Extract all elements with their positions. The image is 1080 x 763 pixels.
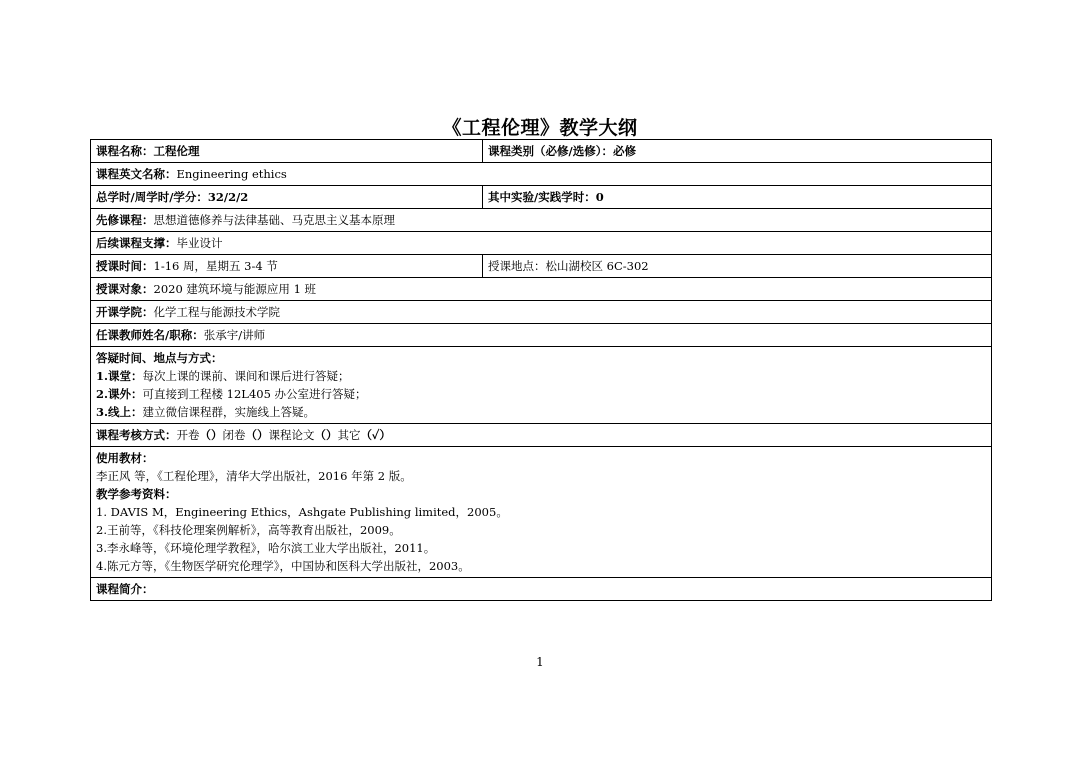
- assessment-option: 开卷: [176, 428, 200, 442]
- assessment-label: 课程考核方式：: [96, 428, 177, 442]
- row-follow-up: [91, 232, 992, 255]
- row-hours: [91, 186, 992, 209]
- audience-label: 授课对象：: [96, 282, 154, 296]
- reference-item: 2.王前等，《科技伦理案例解析》，高等教育出版社，2009。: [96, 523, 401, 537]
- assessment-option: 其它: [337, 428, 361, 442]
- time-label: 授课时间：: [96, 259, 154, 273]
- qa-item-label: 1.课堂：: [96, 369, 143, 383]
- intro-label: 课程简介：: [96, 582, 154, 596]
- course-type-cell: [483, 140, 992, 163]
- follow-up-value: 毕业设计: [176, 236, 223, 250]
- qa-item-value: 每次上课的课前、课间和课后进行答疑；: [142, 369, 350, 383]
- assessment-option: 课程论文: [268, 428, 315, 442]
- references-heading: 教学参考资料：: [96, 487, 177, 501]
- location-value: 授课地点：松山湖校区 6C-302: [488, 259, 649, 273]
- course-type-label: 课程类别（必修/选修）：: [488, 144, 613, 158]
- syllabus-table: [90, 139, 992, 601]
- row-time: [91, 255, 992, 278]
- english-name-value: Engineering ethics: [176, 167, 287, 181]
- assessment-mark: （）: [199, 428, 223, 442]
- assessment-option: 闭卷: [222, 428, 246, 442]
- qa-item-value: 建立微信课程群，实施线上答疑。: [142, 405, 316, 419]
- college-value: 化学工程与能源技术学院: [153, 305, 280, 319]
- row-teacher: [91, 324, 992, 347]
- assessment-mark: （）: [314, 428, 338, 442]
- qa-item: [96, 367, 986, 385]
- page-number: 1: [536, 655, 544, 669]
- lab-hours-value: 0: [595, 190, 604, 204]
- prerequisites-value: 思想道德修养与法律基础、马克思主义基本原理: [153, 213, 395, 227]
- row-intro: [91, 578, 992, 601]
- qa-heading: 答疑时间、地点与方式：: [96, 351, 223, 365]
- row-assessment: [91, 424, 992, 447]
- follow-up-label: 后续课程支撑：: [96, 236, 177, 250]
- row-college: [91, 301, 992, 324]
- course-name-value: 工程伦理: [153, 144, 200, 158]
- reference-item: 3.李永峰等，《环境伦理学教程》，哈尔滨工业大学出版社，2011。: [96, 541, 436, 555]
- document-title: 《工程伦理》教学大纲: [442, 117, 638, 139]
- assessment-mark: （）: [245, 428, 269, 442]
- row-audience: [91, 278, 992, 301]
- textbook-heading: 使用教材：: [96, 451, 154, 465]
- lab-hours-label: 其中实验/实践学时：: [488, 190, 596, 204]
- row-english-name: [91, 163, 992, 186]
- english-name-label: 课程英文名称：: [96, 167, 177, 181]
- qa-item-label: 2.课外：: [96, 387, 143, 401]
- row-course-name: [91, 140, 992, 163]
- row-qa: [91, 347, 992, 424]
- course-name-label: 课程名称：: [96, 144, 154, 158]
- hours-label: 总学时/周学时/学分：: [96, 190, 208, 204]
- assessment-mark-checked: （✓）: [360, 428, 391, 442]
- reference-item: 4.陈元方等，《生物医学研究伦理学》，中国协和医科大学出版社，2003。: [96, 559, 470, 573]
- course-name-cell: [91, 140, 483, 163]
- course-type-value: 必修: [612, 144, 636, 158]
- textbook-value: 李正风 等，《工程伦理》，清华大学出版社，2016 年第 2 版。: [96, 469, 412, 483]
- time-value: 1-16 周，星期五 3-4 节: [153, 259, 278, 273]
- row-prerequisites: [91, 209, 992, 232]
- college-label: 开课学院：: [96, 305, 154, 319]
- reference-item: 1. DAVIS M，Engineering Ethics，Ashgate Publishing limited，2005。: [96, 505, 508, 519]
- teacher-value: 张承宇/讲师: [203, 328, 266, 342]
- hours-value: 32/2/2: [207, 190, 249, 204]
- qa-item-value: 可直接到工程楼 12L405 办公室进行答疑；: [142, 387, 367, 401]
- teacher-label: 任课教师姓名/职称：: [96, 328, 204, 342]
- qa-item-label: 3.线上：: [96, 405, 143, 419]
- audience-value: 2020 建筑环境与能源应用 1 班: [153, 282, 317, 296]
- qa-item: [96, 385, 986, 403]
- qa-item: [96, 403, 986, 421]
- row-textbook: [91, 447, 992, 578]
- prerequisites-label: 先修课程：: [96, 213, 154, 227]
